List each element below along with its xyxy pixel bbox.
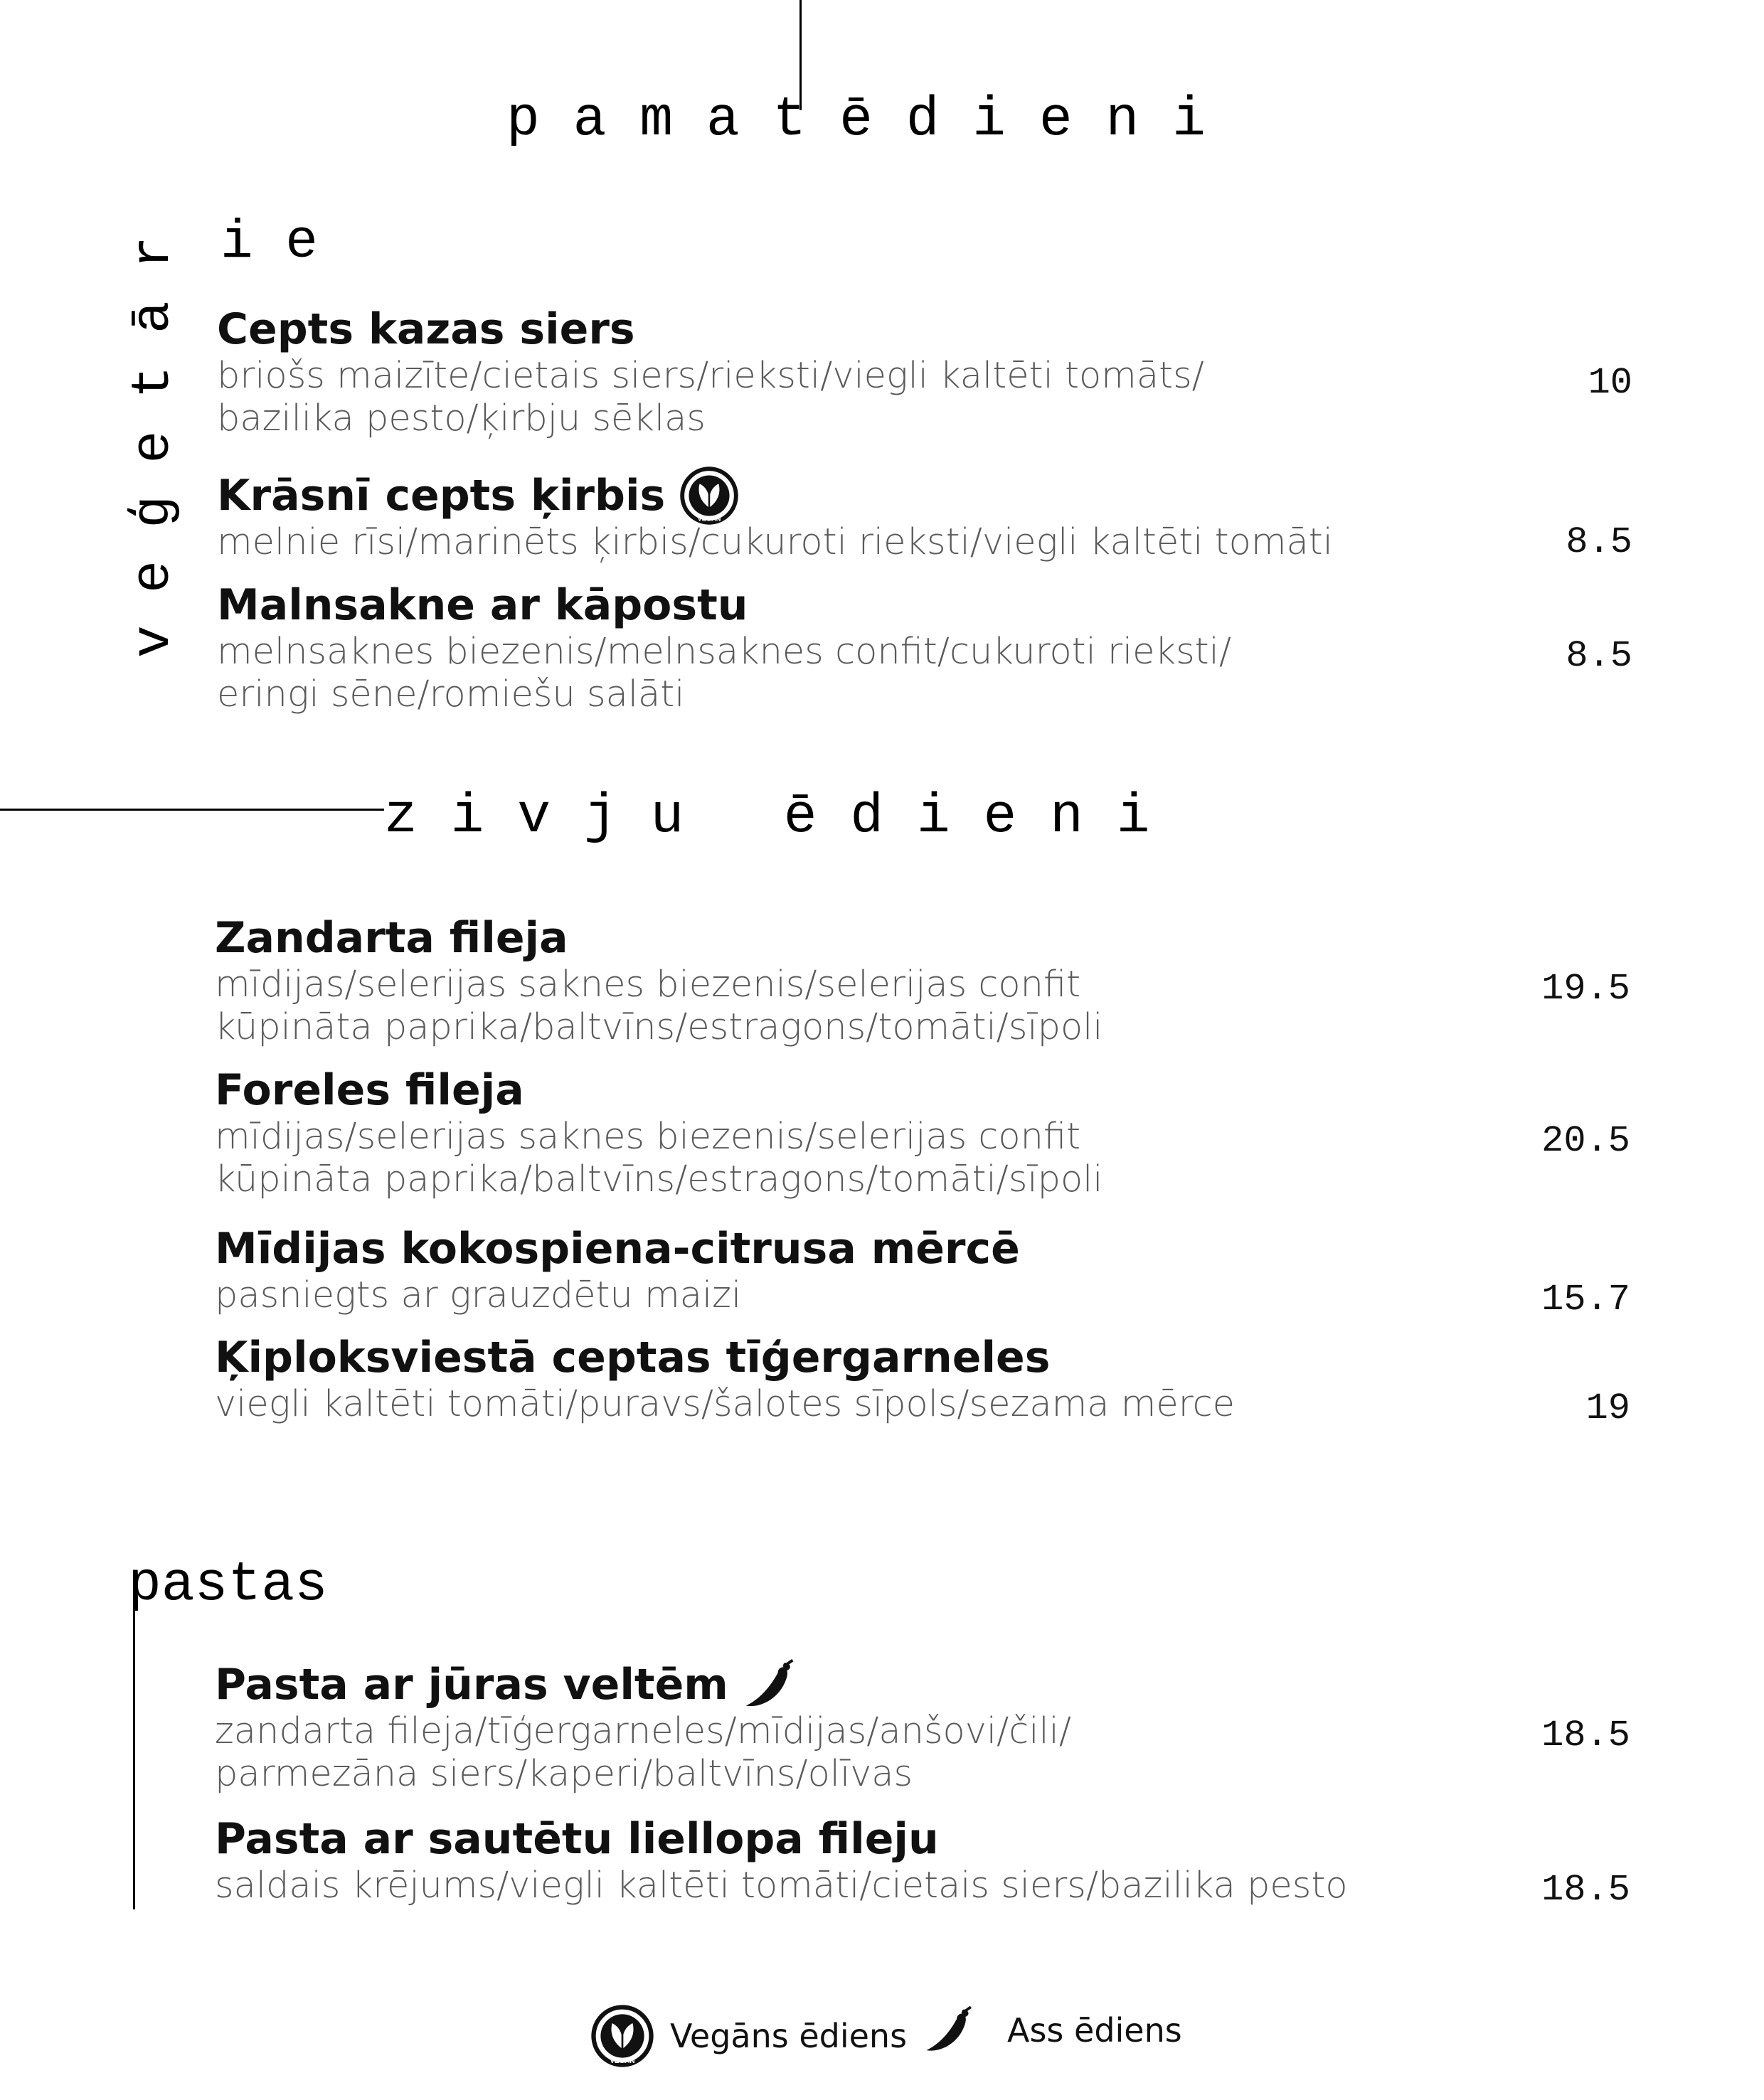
item-description: briošs maizīte/cietais siers/rieksti/viegli kaltēti tomāts/ bazilika pesto/ķirbju sēklas	[217, 355, 1204, 439]
item-name: Mīdijas kokospiena-citrusa mērcē	[215, 1224, 1020, 1274]
item-name: Ķiploksviestā ceptas tīģergarneles	[215, 1333, 1051, 1382]
item-name: Pasta ar sautētu liellopa fileju	[215, 1814, 939, 1864]
item-description: melnsaknes biezenis/melnsaknes confit/cukuroti rieksti/ eringi sēne/romiešu salāti	[217, 631, 1232, 715]
chili-pepper-icon	[743, 1659, 799, 1710]
menu-item-midijas-kokospiena	[215, 1223, 1630, 1321]
item-description: zandarta fileja/tīģergarneles/mīdijas/anšovi/čili/ parmezāna siers/kaperi/baltvīns/olīvas	[215, 1710, 1072, 1795]
item-price: 18.5	[1541, 1869, 1630, 1911]
item-description: melnie rīsi/marinēts ķirbis/cukuroti rieksti/viegli kaltēti tomāti	[217, 521, 1333, 563]
fish-section-title: z i v j u ē d i e n i	[384, 786, 1150, 848]
item-name: Pasta ar jūras veltēm	[215, 1659, 1630, 1710]
item-price: 19.5	[1541, 968, 1630, 1010]
pasta-section-title: pastas	[128, 1554, 328, 1616]
item-price: 8.5	[1566, 635, 1632, 677]
item-description: viegli kaltēti tomāti/puravs/šalotes sīpols/sezama mērce	[215, 1383, 1236, 1425]
item-price: 10	[1588, 362, 1632, 404]
legend-vegan	[590, 2004, 907, 2068]
main-section-title: p a m a t ē d i e n i	[506, 89, 1206, 151]
menu-item-cepts-kazas-siers	[217, 304, 1632, 440]
menu-item-pasta-ar-juras-veltem	[215, 1659, 1630, 1796]
item-name: Zandarta fileja	[215, 913, 568, 963]
menu-item-krasni-cepts-kirbis	[217, 466, 1632, 564]
vegan-leaf-icon	[679, 466, 739, 526]
legend-vegan-label: Vegāns ēdiens	[670, 2017, 908, 2055]
vegetarian-vertical-title: v e ģ e t ā r	[123, 236, 184, 658]
item-price: 18.5	[1541, 1715, 1630, 1757]
item-price: 15.7	[1541, 1279, 1630, 1321]
item-name: Foreles fileja	[215, 1065, 524, 1115]
chili-pepper-icon	[923, 2005, 977, 2055]
legend-spicy-label: Ass ēdiens	[1007, 2011, 1182, 2050]
legend-spicy	[923, 2005, 1182, 2055]
fish-horizontal-rule	[0, 809, 384, 811]
item-description: saldais krējums/viegli kaltēti tomāti/cietais siers/bazilika pesto	[215, 1865, 1348, 1907]
menu-item-malnsakne-ar-kapostu	[217, 580, 1632, 716]
item-price: 20.5	[1541, 1120, 1630, 1162]
item-name: Cepts kazas siers	[217, 304, 635, 354]
item-name: Krāsnī cepts ķirbis	[217, 466, 1632, 526]
menu-item-foreles-fileja	[215, 1065, 1630, 1201]
menu-item-zandarta-fileja	[215, 912, 1630, 1049]
vegan-leaf-icon	[590, 2004, 654, 2068]
menu-item-pasta-ar-sautetu-liellopa	[215, 1813, 1630, 1911]
item-name: Malnsakne ar kāpostu	[217, 580, 748, 630]
item-description: mīdijas/selerijas saknes biezenis/selerijas confit kūpināta paprika/baltvīns/estragons/tomāti/sīpoli	[215, 964, 1103, 1048]
vegetarian-horizontal-title: i e	[220, 212, 318, 273]
item-price: 19	[1585, 1387, 1630, 1429]
item-description: pasniegts ar grauzdētu maizi	[215, 1274, 742, 1316]
item-description: mīdijas/selerijas saknes biezenis/selerijas confit kūpināta paprika/baltvīns/estragons/tomāti/sīpoli	[215, 1116, 1103, 1200]
menu-item-tigergarneles	[215, 1332, 1630, 1429]
pasta-vertical-rule	[133, 1572, 135, 1909]
item-price: 8.5	[1566, 521, 1632, 563]
